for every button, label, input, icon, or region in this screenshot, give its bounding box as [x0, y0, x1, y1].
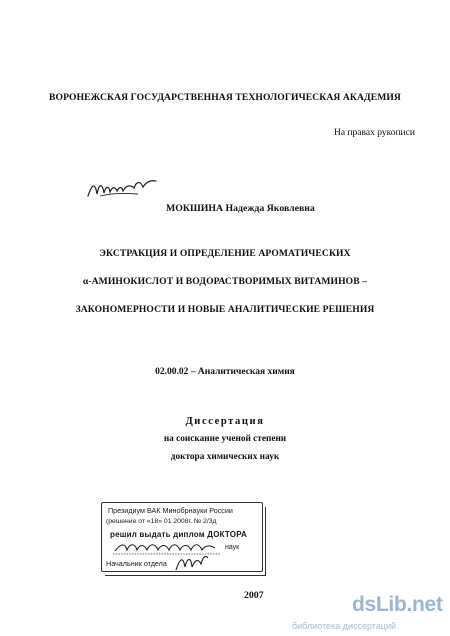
thesis-title-line-1: ЭКСТРАКЦИЯ И ОПРЕДЕЛЕНИЕ АРОМАТИЧЕСКИХ	[99, 248, 351, 259]
signature-icon	[86, 176, 158, 202]
watermark-brand: dsLib.net	[352, 593, 443, 616]
author-name: МОКШИНА Надежда Яковлевна	[166, 203, 315, 214]
stamp-line-4-suffix: наук	[225, 544, 240, 551]
thesis-purpose: на соискание ученой степени	[163, 434, 287, 444]
thesis-title-line-2: α-АМИНОКИСЛОТ И ВОДОРАСТВОРИМЫХ ВИТАМИНОВ –	[82, 276, 368, 287]
dslib-watermark	[292, 593, 443, 631]
stamp-line-1: Президиум ВАК Минобрнауки России	[108, 506, 233, 515]
vak-stamp	[101, 502, 267, 574]
specialty: 02.00.02 – Аналитическая химия	[155, 367, 295, 377]
thesis-degree: доктора химических наук	[170, 452, 280, 462]
stamp-signature-icon	[173, 552, 209, 574]
institution-name: ВОРОНЕЖСКАЯ ГОСУДАРСТВЕННАЯ ТЕХНОЛОГИЧЕСКАЯ АКАДЕМИЯ	[49, 92, 401, 103]
watermark-tagline: библиотека диссертаций	[292, 621, 397, 631]
thesis-type: Диссертация	[185, 416, 265, 427]
stamp-line-5: Начальник отдела	[106, 559, 167, 568]
rights-note: На правах рукописи	[334, 128, 415, 138]
stamp-line-2: (решение от «18» 01 2008г. № 2/3д	[106, 518, 217, 525]
thesis-title-line-3: ЗАКОНОМЕРНОСТИ И НОВЫЕ АНАЛИТИЧЕСКИЕ РЕШЕНИЯ	[75, 304, 375, 315]
stamp-line-3: решил выдать диплом ДОКТОРА	[110, 530, 248, 539]
year: 2007	[244, 590, 264, 601]
